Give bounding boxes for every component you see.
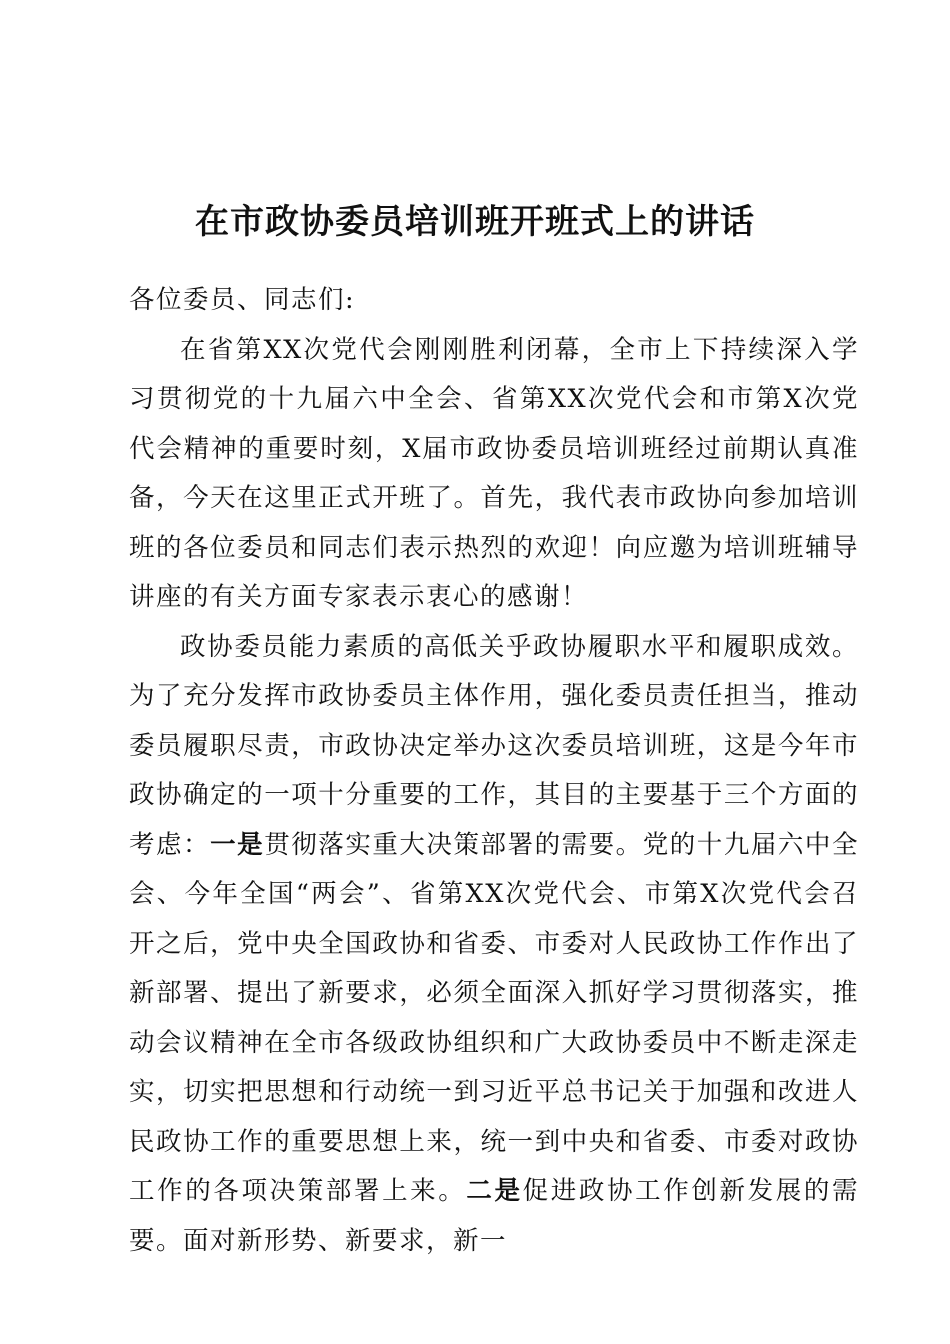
- point-1-text: 贯彻落实重大决策部署的需要。党的十九届六中全会、今年全国“两会”、省第XX次党代会、市第X次党代会召开之后，党中央全国政协和省委、市委对人民政协工作作出了新部署、提出了新要求，必须全面深入抓好学习贯彻落实，推动会议精神在全市各级政协组织和广大政协委员中不断走深走实，切实把思想和行动统一到习近平总书记关于加强和改进人民政协工作的重要思想上来，统一到中央和省委、市委对政协工作的各项决策部署上来。: [129, 829, 859, 1206]
- salutation: 各位委员、同志们:: [129, 285, 356, 315]
- document-title: 在市政协委员培训班开班式上的讲话: [195, 202, 755, 242]
- paragraph-2-intro: 政协委员能力素质的高低关乎政协履职水平和履职成效。为了充分发挥市政协委员主体作用，强化委员责任担当，推动委员履职尽责，市政协决定举办这次委员培训班，这是今年市政协确定的一项十分重要的工作，其目的主要基于三个方面的考虑：: [129, 631, 859, 860]
- point-1-label: 一是: [210, 829, 265, 860]
- document-body: [129, 276, 859, 1266]
- point-2-label: 二是: [466, 1176, 523, 1206]
- paragraph-1: 在省第XX次党代会刚刚胜利闭幕，全市上下持续深入学习贯彻党的十九届六中全会、省第XX次党代会和市第X次党代会精神的重要时刻，X届市政协委员培训班经过前期认真准备，今天在这里正式开班了。首先，我代表市政协向参加培训班的各位委员和同志们表示热烈的欢迎！向应邀为培训班辅导讲座的有关方面专家表示衷心的感谢！: [129, 334, 859, 612]
- paragraph-2: [129, 623, 859, 1267]
- point-2-text: 促进政协工作创新发展的需要。面对新形势、新要求，新一: [129, 1176, 859, 1256]
